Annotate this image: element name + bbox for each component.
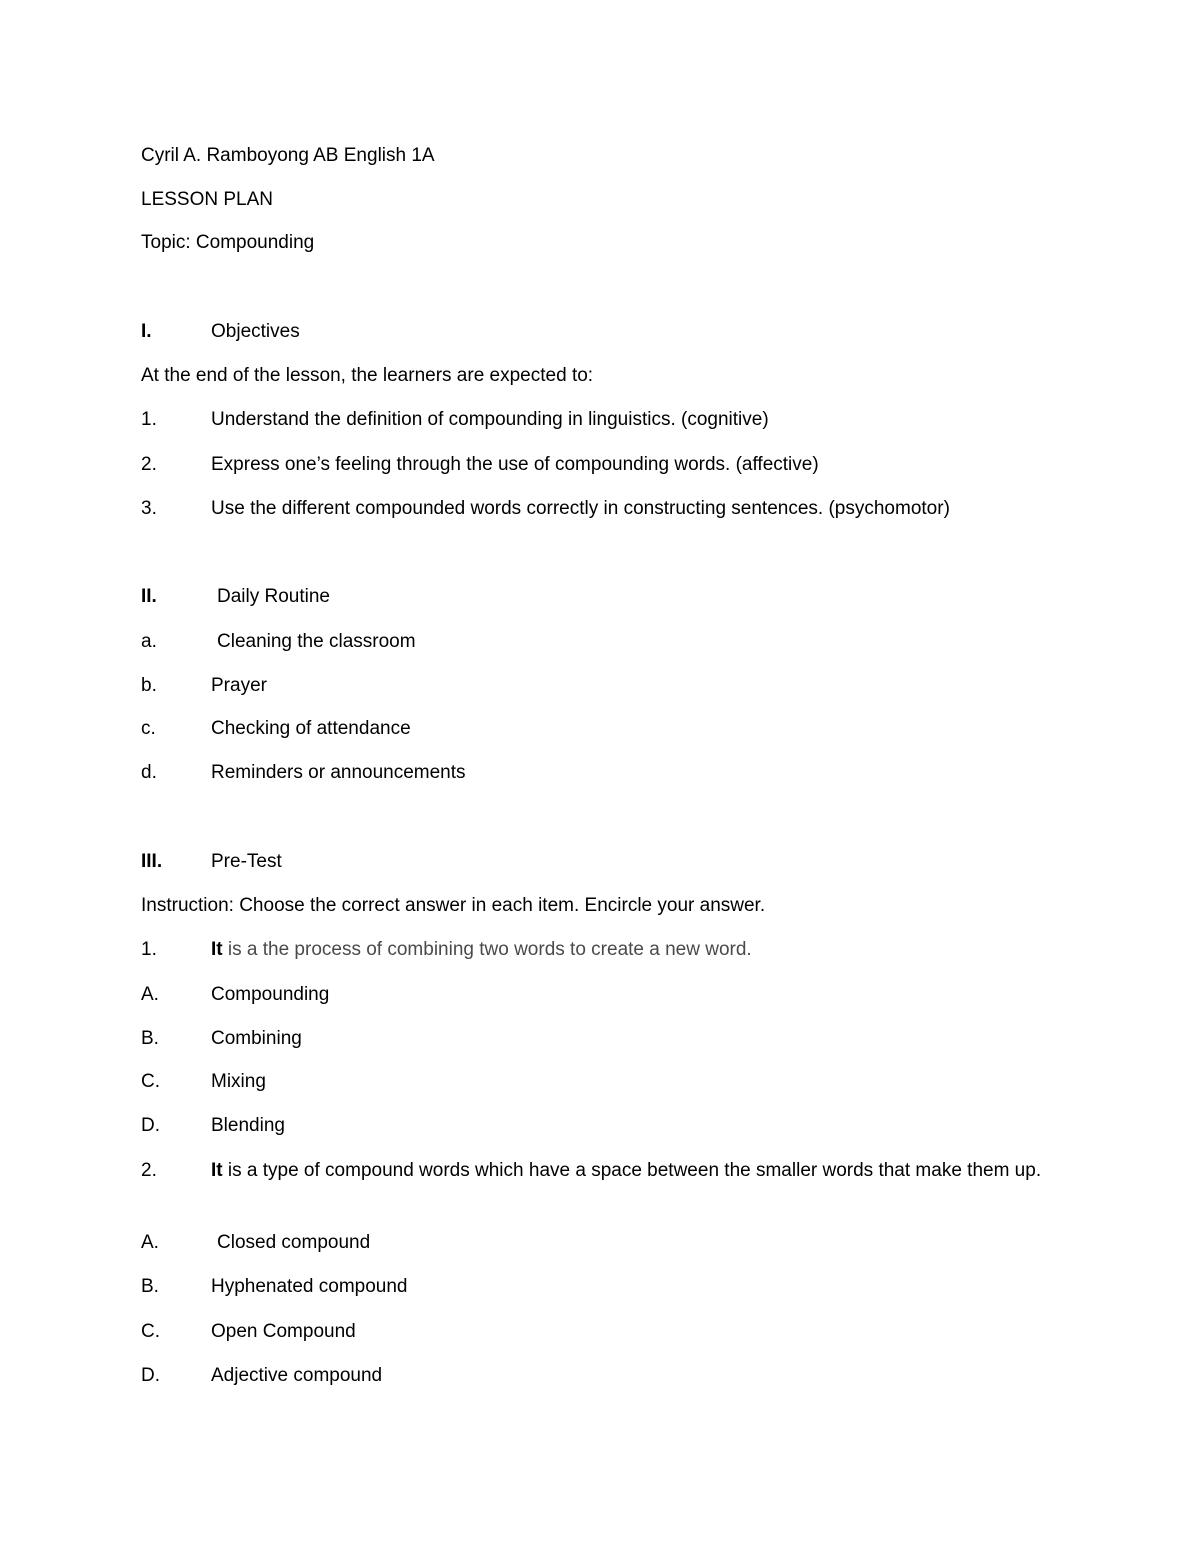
list-marker: b.: [141, 675, 157, 696]
choice-letter: C.: [141, 1321, 160, 1342]
choice-text: Hyphenated compound: [211, 1276, 408, 1297]
test-instruction: Instruction: Choose the correct answer in each item. Encircle your answer.: [141, 895, 766, 916]
section-numeral: III.: [141, 851, 163, 872]
list-text: Checking of attendance: [211, 718, 411, 739]
list-text: Prayer: [211, 675, 267, 696]
choice-text: Blending: [211, 1115, 285, 1136]
section-title: Objectives: [211, 321, 300, 342]
section-title: Pre-Test: [211, 851, 282, 872]
choice-letter: D.: [141, 1365, 160, 1386]
list-marker: 2.: [141, 454, 157, 475]
list-text: Understand the definition of compounding in linguistics. (cognitive): [211, 409, 769, 430]
choice-letter: B.: [141, 1276, 159, 1297]
question-lead: It: [211, 939, 223, 960]
document-type: LESSON PLAN: [141, 189, 273, 210]
choice-letter: A.: [141, 984, 159, 1005]
choice-text: Mixing: [211, 1071, 266, 1092]
topic-line: Topic: Compounding: [141, 232, 315, 253]
list-marker: a.: [141, 631, 157, 652]
section-numeral: II.: [141, 586, 157, 607]
list-text: Express one’s feeling through the use of compounding words. (affective): [211, 454, 819, 475]
list-marker: d.: [141, 762, 157, 783]
choice-letter: C.: [141, 1071, 160, 1092]
list-marker: c.: [141, 718, 156, 739]
choice-text: Open Compound: [211, 1321, 356, 1342]
question-item: [141, 1156, 1061, 1185]
list-marker: 1.: [141, 409, 157, 430]
question-number: 2.: [141, 1160, 157, 1181]
objectives-intro: At the end of the lesson, the learners are expected to:: [141, 365, 594, 386]
author-line: Cyril A. Ramboyong AB English 1A: [141, 145, 435, 166]
choice-letter: A.: [141, 1232, 159, 1253]
question-text: [211, 1160, 1041, 1181]
question-body: is a the process of combining two words to create a new word.: [222, 939, 752, 960]
list-marker: 3.: [141, 498, 157, 519]
choice-text: Combining: [211, 1028, 302, 1049]
question-text: [211, 938, 752, 962]
choice-text: Closed compound: [217, 1232, 371, 1253]
choice-text: Adjective compound: [211, 1365, 383, 1386]
section-numeral: I.: [141, 321, 152, 342]
choice-letter: B.: [141, 1028, 159, 1049]
question-body: is a type of compound words which have a space between the smaller words that make them up.: [222, 1160, 1042, 1181]
choice-text: Compounding: [211, 984, 330, 1005]
section-title: Daily Routine: [217, 586, 330, 607]
question-number: 1.: [141, 939, 157, 960]
list-text: Cleaning the classroom: [217, 631, 416, 652]
question-lead: It: [211, 1160, 223, 1181]
list-text: Use the different compounded words correctly in constructing sentences. (psychomotor): [211, 498, 950, 519]
list-text: Reminders or announcements: [211, 762, 466, 783]
choice-letter: D.: [141, 1115, 160, 1136]
